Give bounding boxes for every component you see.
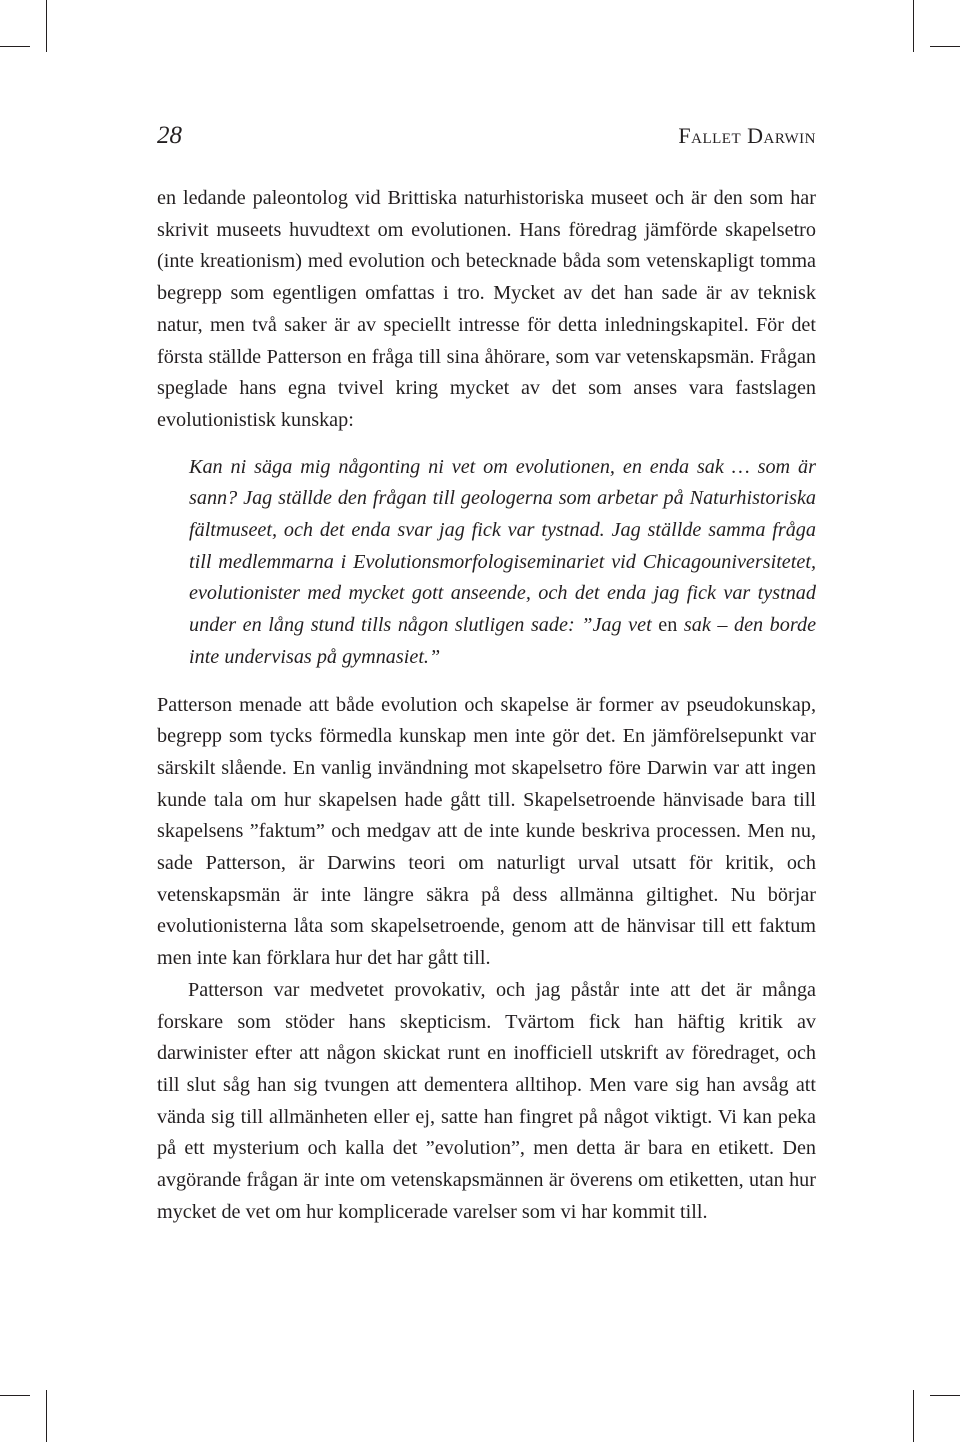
paragraph-3: Patterson var medvetet provokativ, och jag påstår inte att det är många forskare som stöder hans skepticism. Tvärtom fick han häftig kritik av darwinister efter att någon skickat runt en inofficiell utskrift av föredraget, och till slut såg han sig tvungen att dementera alltihop. Men vare sig han avsåg att vända sig till allmänheten eller ej, satte han fingret på något viktigt. Vi kan peka på ett mysterium och kalla det ”evolution”, men detta är bara en etikett. Den avgörande frågan är inte om vetenskapsmännen är överens om etiketten, utan hur mycket de vet om hur komplicerade varelser som vi har kommit till. [157,978,816,1223]
running-title: Fallet Darwin [678,123,816,148]
quote-text-b: sak – den borde inte undervisas på gymnasiet.” [189,614,817,668]
paragraph-2: Patterson menade att både evolution och skapelse är former av pseudokunskap, begrepp som tycks förmedla kunskap men inte gör det. En jämförelsepunkt var särskilt slående. En vanlig invändning mot skapelsetro före Darwin var att ingen kunde tala om hur skapelsen hade gått till. Skapelsetroende hänvisade bara till skapelsens ”faktum” och medgav att de inte kunde beskriva processen. Men nu, sade Patterson, är Darwins teori om naturligt urval utsatt för kritik, och vetenskapsmän är inte längre säkra på dess allmänna giltighet. Nu börjar evolutionisterna låta som skapelsetroende, genom att de hänvisar till ett faktum men inte kan förklara hur det har gått till. [157,693,816,970]
block-quote [189,452,816,674]
crop-mark-top-right-horizontal [930,46,960,47]
body-text [157,183,816,1229]
quote-emphasis: en [658,614,678,637]
quote-text-a: Kan ni säga mig någonting ni vet om evolutionen, en enda sak … som är sann? Jag ställde den frågan till geologerna som arbetar på Naturhistoriska fältmuseet, och det enda svar jag fick var tystnad. Jag ställde samma fråga till medlemmarna i Evolutionsmorfologiseminariet vid Chicagouniversitetet, evolutionister med mycket gott anseende, och det enda jag fick var tystnad under en lång stund tills någon slutligen sade: ”Jag vet [189,455,816,637]
crop-mark-top-left-vertical [46,0,47,52]
crop-mark-bottom-right-vertical [913,1390,914,1442]
crop-mark-bottom-right-horizontal [930,1395,960,1396]
crop-mark-top-left-horizontal [0,46,30,47]
crop-mark-bottom-left-horizontal [0,1395,30,1396]
crop-mark-top-right-vertical [913,0,914,52]
page-number: 28 [157,122,182,149]
crop-mark-bottom-left-vertical [46,1390,47,1442]
page-header [157,118,816,154]
paragraph-1: en ledande paleontolog vid Brittiska naturhistoriska museet och är den som har skrivit museets huvudtext om evolutionen. Hans föredrag jämförde skapelsetro (inte kreationism) med evolution och betecknade båda som vetenskapligt tomma begrepp som egentligen omfattas i tro. Mycket av det han sade är av teknisk natur, men två saker är av speciellt intresse för detta inledningskapitel. För det första ställde Patterson en fråga till sina åhörare, som var vetenskapsmän. Frågan speglade hans egna tvivel kring mycket av det som anses vara fastslagen evolutionistisk kunskap: [157,187,816,431]
